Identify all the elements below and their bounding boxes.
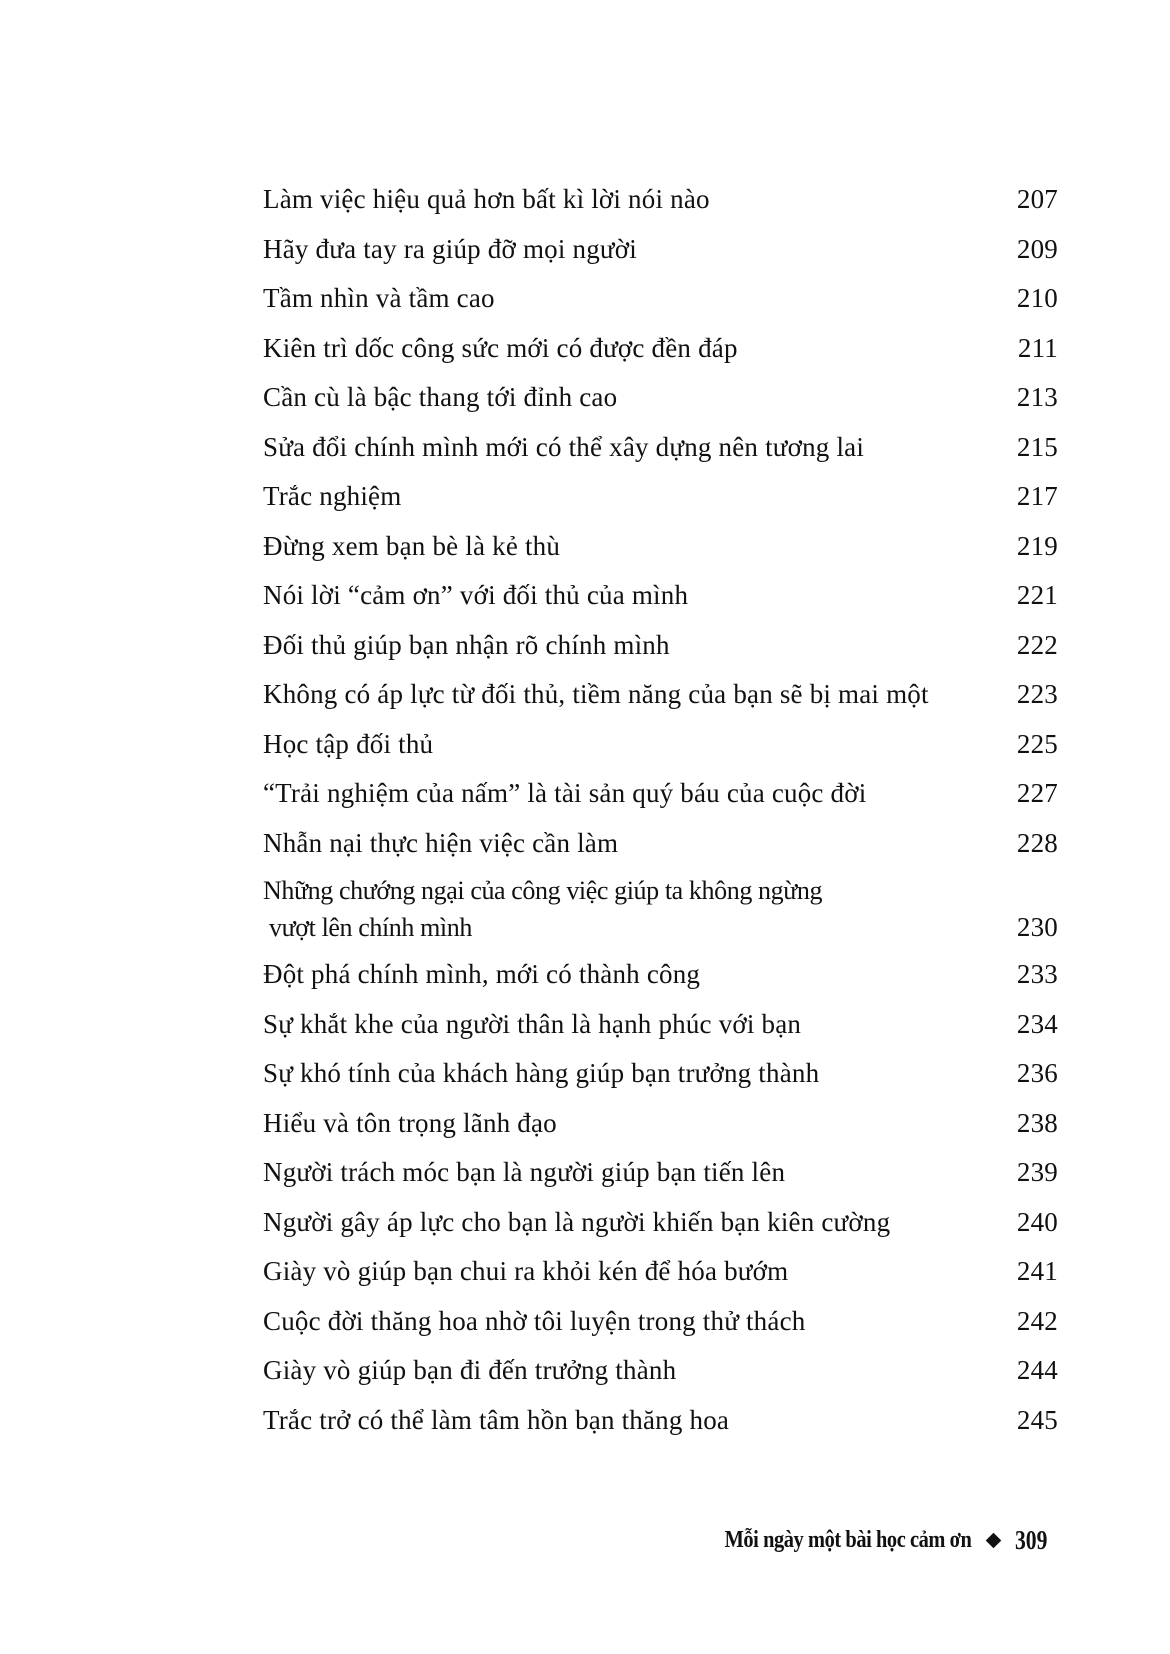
toc-entry-title: Giày vò giúp bạn đi đến trưởng thành xyxy=(263,1355,677,1385)
toc-entry[interactable] xyxy=(263,1049,1058,1099)
toc-entry[interactable] xyxy=(263,324,1058,374)
toc-entry[interactable] xyxy=(263,571,1058,621)
toc-entry-title: Không có áp lực từ đối thủ, tiềm năng của bạn sẽ bị mai một xyxy=(263,679,929,709)
toc-entry-title-line1: Những chướng ngại của công việc giúp ta không ngừng xyxy=(263,876,823,905)
toc-entry-page: 225 xyxy=(1016,728,1058,759)
toc-entry-title: “Trải nghiệm của nấm” là tài sản quý báu của cuộc đời xyxy=(263,778,867,808)
toc-entry-title: Làm việc hiệu quả hơn bất kì lời nói nào xyxy=(263,184,710,214)
toc-entry-page: 207 xyxy=(1016,184,1058,214)
toc-entry-page: 230 xyxy=(1016,912,1058,942)
toc-entry-title: Cuộc đời thăng hoa nhờ tôi luyện trong thử thách xyxy=(263,1305,806,1336)
toc-entry-page: 215 xyxy=(1016,431,1058,462)
toc-entry-page: 209 xyxy=(1016,233,1058,264)
toc-entry-page: 211 xyxy=(1017,332,1058,363)
toc-entry-title: Sửa đổi chính mình mới có thể xây dựng nên tương lai xyxy=(263,431,865,462)
toc-entry-title: Người trách móc bạn là người giúp bạn tiến lên xyxy=(263,1157,786,1187)
toc-entry-page: 210 xyxy=(1016,283,1058,313)
toc-entry-page: 244 xyxy=(1016,1355,1058,1385)
toc-entry-title: Đột phá chính mình, mới có thành công xyxy=(263,959,701,989)
toc-entry[interactable] xyxy=(263,1148,1058,1198)
toc-entry-page: 239 xyxy=(1016,1157,1058,1187)
toc-entry[interactable] xyxy=(263,175,1058,225)
toc-entry[interactable] xyxy=(263,1346,1058,1396)
toc-entry-page: 228 xyxy=(1016,827,1058,858)
toc-entry-title: Kiên trì dốc công sức mới có được đền đáp xyxy=(263,332,738,363)
toc-entry[interactable] xyxy=(263,373,1058,423)
toc-entry[interactable] xyxy=(263,1247,1058,1297)
table-of-contents xyxy=(263,175,1058,1445)
toc-entry[interactable] xyxy=(263,621,1058,671)
toc-entry-page: 227 xyxy=(1016,778,1058,808)
toc-entry-title: Người gây áp lực cho bạn là người khiến bạn kiên cường xyxy=(263,1206,891,1237)
toc-entry-page: 213 xyxy=(1016,382,1058,412)
toc-entry[interactable] xyxy=(263,769,1058,819)
toc-entry-title: Sự khắt khe của người thân là hạnh phúc với bạn xyxy=(263,1008,802,1039)
toc-entry-page: 238 xyxy=(1016,1107,1058,1138)
toc-entry[interactable] xyxy=(263,950,1058,1000)
toc-entry[interactable] xyxy=(263,225,1058,275)
toc-entry-page: 221 xyxy=(1016,580,1058,610)
toc-entry[interactable] xyxy=(263,819,1058,869)
toc-entry-page: 234 xyxy=(1016,1008,1058,1039)
footer-book-title: Mỗi ngày một bài học cảm ơn xyxy=(724,1527,972,1553)
page-footer xyxy=(681,1525,1055,1556)
toc-entry-page: 222 xyxy=(1016,629,1058,660)
toc-entry-page: 233 xyxy=(1016,959,1058,989)
toc-entry[interactable] xyxy=(263,1000,1058,1050)
toc-entry-title: Trắc nghiệm xyxy=(263,481,402,511)
toc-entry-title: Giày vò giúp bạn chui ra khỏi kén để hóa bướm xyxy=(263,1256,789,1286)
diamond-bullet-icon xyxy=(985,1533,1001,1549)
toc-entry-page: 236 xyxy=(1016,1058,1058,1088)
toc-entry-title: Trắc trở có thể làm tâm hồn bạn thăng hoa xyxy=(263,1404,730,1435)
toc-entry-title: Nhẫn nại thực hiện việc cần làm xyxy=(263,827,619,858)
toc-entry-title: Cần cù là bậc thang tới đỉnh cao xyxy=(263,382,618,412)
toc-entry-page: 219 xyxy=(1016,530,1058,561)
toc-entry[interactable] xyxy=(263,1396,1058,1446)
toc-entry-page: 245 xyxy=(1016,1404,1058,1435)
toc-entry-title-line2: vượt lên chính mình xyxy=(269,913,472,942)
toc-entry[interactable] xyxy=(263,522,1058,572)
toc-entry-title: Hãy đưa tay ra giúp đỡ mọi người xyxy=(263,233,637,264)
toc-entry-page: 223 xyxy=(1016,679,1058,709)
toc-entry[interactable] xyxy=(263,868,1058,950)
toc-entry[interactable] xyxy=(263,1099,1058,1149)
toc-entry[interactable] xyxy=(263,423,1058,473)
toc-entry-title: Học tập đối thủ xyxy=(263,728,434,759)
toc-entry[interactable] xyxy=(263,670,1058,720)
toc-entry-page: 241 xyxy=(1016,1256,1058,1286)
toc-entry-page: 242 xyxy=(1016,1305,1058,1336)
toc-entry[interactable] xyxy=(263,274,1058,324)
toc-entry[interactable] xyxy=(263,1297,1058,1347)
toc-entry-title: Sự khó tính của khách hàng giúp bạn trưởng thành xyxy=(263,1058,820,1088)
footer-page-number: 309 xyxy=(1014,1525,1047,1555)
toc-entry-title: Nói lời “cảm ơn” với đối thủ của mình xyxy=(263,580,689,610)
toc-entry-page: 240 xyxy=(1016,1206,1058,1237)
toc-entry[interactable] xyxy=(263,720,1058,770)
toc-entry-title: Tầm nhìn và tầm cao xyxy=(263,283,495,313)
toc-entry-title: Đừng xem bạn bè là kẻ thù xyxy=(263,530,561,561)
toc-entry[interactable] xyxy=(263,472,1058,522)
toc-entry[interactable] xyxy=(263,1198,1058,1248)
toc-entry-page: 217 xyxy=(1016,481,1058,511)
toc-entry-title: Đối thủ giúp bạn nhận rõ chính mình xyxy=(263,629,670,660)
toc-entry-title: Hiểu và tôn trọng lãnh đạo xyxy=(263,1107,557,1138)
